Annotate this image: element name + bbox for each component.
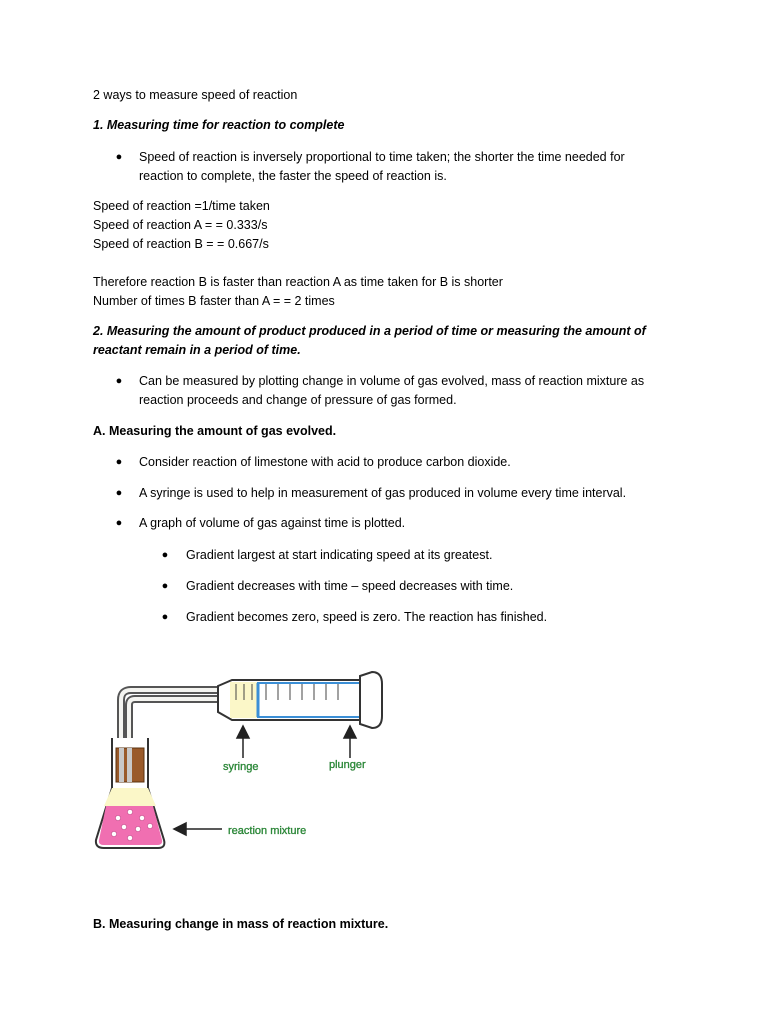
section1-title: 1. Measuring time for reaction to complete [93,118,345,132]
bullet-marker: ● [115,487,123,499]
sectionA-bullet-2: A syringe is used to help in measurement of gas produced in volume every time interval. [139,486,627,500]
section2-bullet-line1: Can be measured by plotting change in volume of gas evolved, mass of reaction mixture as [139,374,645,388]
sub-bullet-marker: ● [161,611,169,623]
conclusion-line2: Number of times B faster than A = = 2 times [93,294,335,308]
bullet-marker: ● [115,456,123,468]
sectionB-title: B. Measuring change in mass of reaction mixture. [93,917,389,931]
section2-title-line1: 2. Measuring the amount of product produced in a period of time or measuring the amount of [93,324,646,338]
sub-bullet-marker: ● [161,549,169,561]
pointer-arrows [174,726,356,835]
sectionA-sub-bullet-3: Gradient becomes zero, speed is zero. The reaction has finished. [186,610,548,624]
section2-title-line2: reactant remain in a period of time. [93,343,301,357]
sectionA-sub-bullet-1: Gradient largest at start indicating speed at its greatest. [186,548,493,562]
label-syringe: syringe [223,761,259,773]
bullet-marker: ● [115,375,123,387]
bullet-marker: ● [115,517,123,529]
sub-bullet-marker: ● [161,580,169,592]
sectionA-title: A. Measuring the amount of gas evolved. [93,424,337,438]
heading: 2 ways to measure speed of reaction [93,88,298,102]
formula-speed: Speed of reaction =1/time taken [93,199,270,213]
section2-bullet-line2: reaction proceeds and change of pressure of gas formed. [139,393,457,407]
sectionA-bullet-3: A graph of volume of gas against time is plotted. [139,516,406,530]
plunger-end [360,672,382,728]
section1-bullet-line1: Speed of reaction is inversely proportional to time taken; the shorter the time needed for [139,150,625,164]
bullet-marker: ● [115,151,123,163]
label-reaction-mixture: reaction mixture [228,825,307,837]
formula-speed-a: Speed of reaction A = = 0.333/s [93,218,268,232]
formula-speed-b: Speed of reaction B = = 0.667/s [93,237,269,251]
label-plunger: plunger [329,759,366,771]
section1-bullet-line2: reaction to complete, the faster the speed of reaction is. [139,169,447,183]
sectionA-sub-bullet-2: Gradient decreases with time – speed decreases with time. [186,579,514,593]
conclusion-line1: Therefore reaction B is faster than reaction A as time taken for B is shorter [93,275,503,289]
sectionA-bullet-1: Consider reaction of limestone with acid to produce carbon dioxide. [139,455,511,469]
